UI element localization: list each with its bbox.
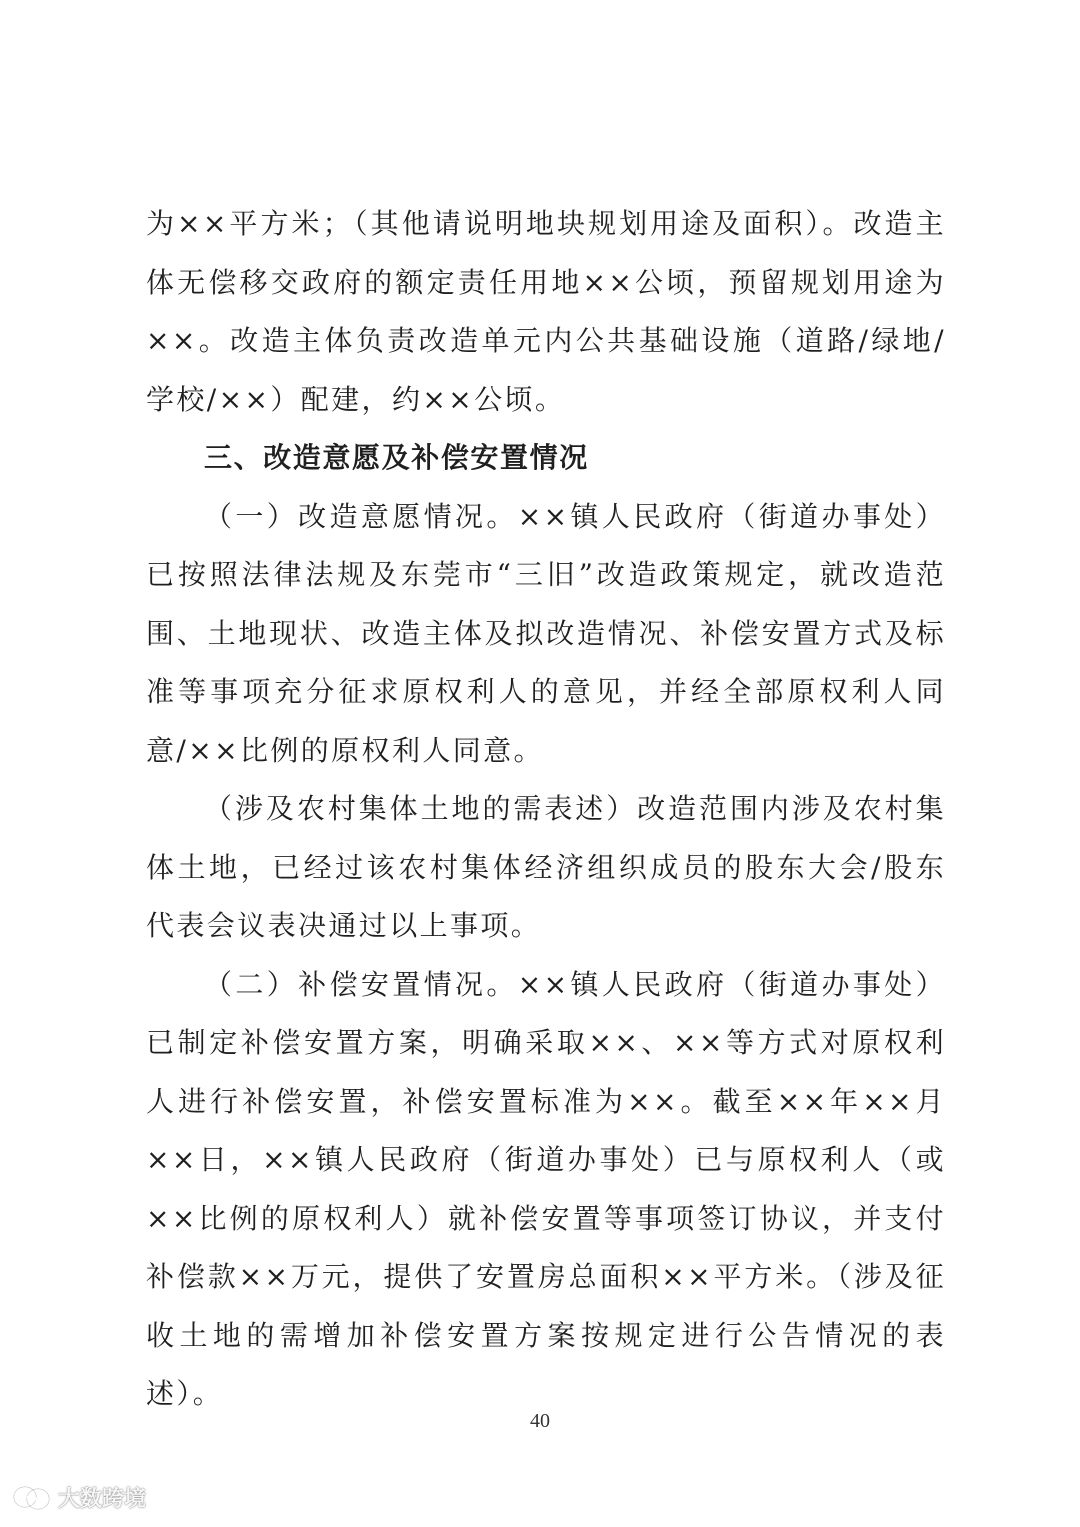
watermark: [12, 1482, 146, 1513]
page-number: 40: [530, 1410, 550, 1432]
paragraph-collective-land: （涉及农村集体土地的需表述）改造范围内涉及农村集体土地，已经过该农村集体经济组织成员的股东大会/股东代表会议表决通过以上事项。: [146, 792, 946, 942]
document-body: [146, 195, 946, 1424]
paragraph-renovation-willingness: （一）改造意愿情况。××镇人民政府（街道办事处）已按照法律法规及东莞市“三旧”改造政策规定，就改造范围、土地现状、改造主体及拟改造情况、补偿安置方式及标准等事项充分征求原权利人的意见，并经全部原权利人同意/××比例的原权利人同意。: [146, 499, 946, 767]
chat-bubble-logo-icon: [12, 1484, 52, 1512]
paragraph-compensation: （二）补偿安置情况。××镇人民政府（街道办事处）已制定补偿安置方案，明确采取××、××等方式对原权利人进行补偿安置，补偿安置标准为××。截至××年××月××日，××镇人民政府（街道办事处）已与原权利人（或××比例的原权利人）就补偿安置等事项签订协议，并支付补偿款××万元，提供了安置房总面积××平方米。（涉及征收土地的需增加补偿安置方案按规定进行公告情况的表述）。: [146, 967, 946, 1410]
section-heading-3: 三、改造意愿及补偿安置情况: [204, 441, 589, 474]
watermark-text: 大数跨境: [58, 1487, 147, 1512]
paragraph-land-use: 为××平方米；（其他请说明地块规划用途及面积）。改造主体无偿移交政府的额定责任用地××公顷，预留规划用途为××。改造主体负责改造单元内公共基础设施（道路/绿地/学校/××）配建，约××公顷。: [146, 207, 946, 416]
